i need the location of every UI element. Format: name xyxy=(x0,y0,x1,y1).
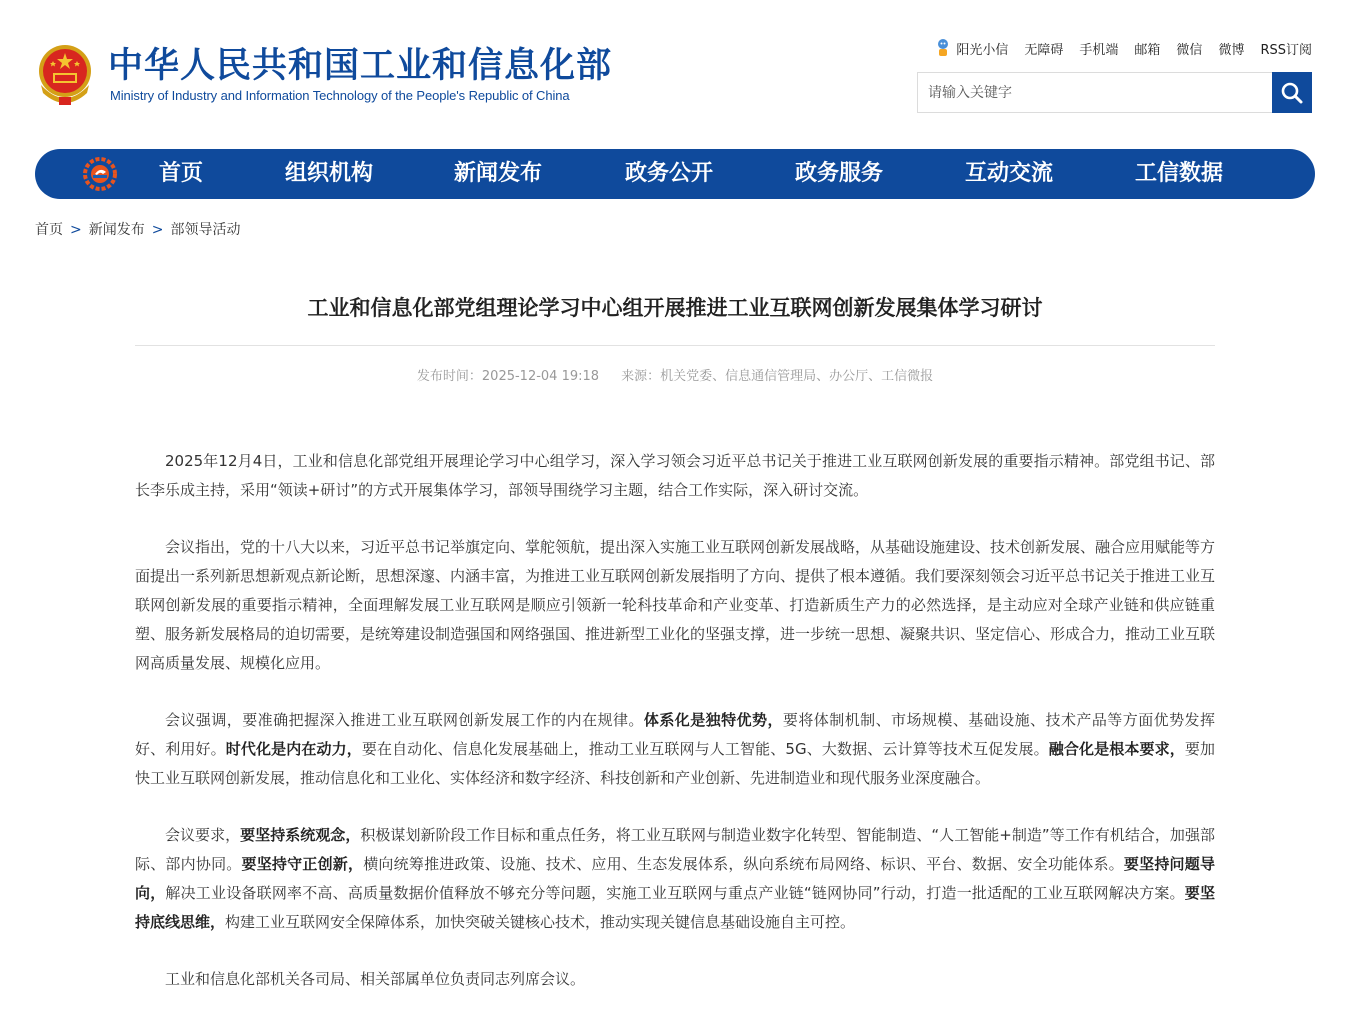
nav-item-news[interactable]: 新闻发布 xyxy=(454,161,543,186)
miit-logo-icon[interactable] xyxy=(83,157,117,191)
article-title: 工业和信息化部党组理论学习中心组开展推进工业互联网创新发展集体学习研讨 xyxy=(307,296,1043,320)
nav-item-government-affairs[interactable]: 政务公开 xyxy=(625,161,714,186)
nav-item-organization[interactable]: 组织机构 xyxy=(285,161,374,186)
toplink-weibo[interactable]: 微博 xyxy=(1218,42,1245,58)
toplink-wechat[interactable]: 微信 xyxy=(1176,42,1203,58)
breadcrumb-leader-activities[interactable]: 部领导活动 xyxy=(170,222,241,238)
nav-item-home[interactable]: 首页 xyxy=(159,161,204,186)
article-body xyxy=(135,447,1215,1022)
nav-item-interaction[interactable]: 互动交流 xyxy=(965,161,1054,186)
publish-time: 发布时间：2025-12-04 19:18 xyxy=(416,369,600,384)
site-subtitle: Ministry of Industry and Information Technology of the People's Republic of China xyxy=(110,88,570,103)
paragraph-text: 解决工业设备联网率不高、高质量数据价值释放不够充分等问题，实施工业互联网与重点产业链“链网协同”行动，打造一批适配的工业互联网解决方案。 xyxy=(165,884,1185,902)
search-button[interactable] xyxy=(1272,72,1312,113)
breadcrumb-separator: > xyxy=(70,222,82,238)
paragraph: 2025年12月4日，工业和信息化部党组开展理论学习中心组学习，深入学习领会习近平总书记关于推进工业互联网创新发展的重要指示精神。部党组书记、部长李乐成主持，采用“领读+研讨”的方式开展集体学习，部领导围绕学习主题，结合工作实际，深入研讨交流。 xyxy=(135,452,1215,499)
breadcrumb xyxy=(35,219,240,239)
toplink-mobile[interactable]: 手机端 xyxy=(1079,42,1119,58)
paragraph: 会议指出，党的十八大以来，习近平总书记举旗定向、掌舵领航，提出深入实施工业互联网创新发展战略，从基础设施建设、技术创新发展、融合应用赋能等方面提出一系列新思想新观点新论断，思想深邃、内涵丰富，为推进工业互联网创新发展指明了方向、提供了根本遵循。我们要深刻领会习近平总书记关于推进工业互联网创新发展的重要指示精神，全面理解发展工业互联网是顺应引领新一轮科技革命和产业变革、打造新质生产力的必然选择，是主动应对全球产业链和供应链重塑、服务新发展格局的迫切需要，是统筹建设制造强国和网络强国、推进新型工业化的坚强支撑，进一步统一思想、凝聚共识、坚定信心、形成合力，推动工业互联网高质量发展、规模化应用。 xyxy=(135,538,1216,672)
search-icon xyxy=(1280,81,1304,105)
paragraph-text: 会议强调，要准确把握深入推进工业互联网创新发展工作的内在规律。 xyxy=(165,711,644,729)
breadcrumb-home[interactable]: 首页 xyxy=(35,222,63,238)
title-divider xyxy=(135,345,1215,346)
main-nav xyxy=(35,149,1315,199)
national-emblem-icon[interactable] xyxy=(33,41,97,107)
article-meta xyxy=(135,365,1215,384)
paragraph-emphasis: 要坚持守正创新， xyxy=(241,855,364,873)
toplink-label: 阳光小信 xyxy=(956,42,1009,58)
site-header xyxy=(0,0,1354,140)
paragraph-emphasis: 要坚持系统观念， xyxy=(240,826,361,844)
search-box xyxy=(917,72,1312,113)
paragraph xyxy=(135,821,1215,937)
paragraph-text: 要将体制机制、市场规模、基础设施、技术产品等方面优势发挥好、利用好。 xyxy=(135,711,1215,758)
paragraph-emphasis: 要坚持问题导向， xyxy=(135,855,1215,902)
paragraph: 工业和信息化部机关各司局、相关部属单位负责同志列席会议。 xyxy=(165,970,586,988)
breadcrumb-news[interactable]: 新闻发布 xyxy=(88,222,145,238)
paragraph-text: 要加快工业互联网创新发展，推动信息化和工业化、实体经济和数字经济、科技创新和产业创新、先进制造业和现代服务业深度融合。 xyxy=(135,740,1215,787)
robot-mascot-icon xyxy=(936,38,950,58)
paragraph-emphasis: 融合化是根本要求， xyxy=(1048,740,1185,758)
search-input[interactable] xyxy=(918,73,1272,112)
nav-item-data[interactable]: 工信数据 xyxy=(1135,161,1224,186)
paragraph-text: 构建工业互联网安全保障体系，加快突破关键核心技术，推动实现关键信息基础设施自主可控。 xyxy=(225,913,856,931)
nav-item-government-services[interactable]: 政务服务 xyxy=(795,161,884,186)
site-title[interactable]: 中华人民共和国工业和信息化部 xyxy=(108,46,613,86)
toplink-accessibility[interactable]: 无障碍 xyxy=(1024,42,1064,58)
toplink-mail[interactable]: 邮箱 xyxy=(1134,42,1161,58)
paragraph-text: 要在自动化、信息化发展基础上，推动工业互联网与人工智能、5G、大数据、云计算等技术互促发展。 xyxy=(361,740,1049,758)
paragraph-text: 积极谋划新阶段工作目标和重点任务，将工业互联网与制造业数字化转型、智能制造、“人工智能+制造”等工作有机结合，加强部际、部内协同。 xyxy=(135,826,1215,873)
toplink-rss[interactable]: RSS订阅 xyxy=(1260,42,1312,58)
paragraph xyxy=(135,706,1215,793)
article-source: 来源：机关党委、信息通信管理局、办公厅、工信微报 xyxy=(621,369,934,384)
paragraph-emphasis: 体系化是独特优势， xyxy=(643,711,783,729)
toplink-sunshine[interactable] xyxy=(936,38,1008,58)
paragraph-text: 会议要求， xyxy=(165,826,241,844)
paragraph-emphasis: 时代化是内在动力， xyxy=(225,740,362,758)
top-links xyxy=(920,38,1312,58)
breadcrumb-separator: > xyxy=(151,222,164,238)
paragraph-emphasis: 要坚持底线思维， xyxy=(135,884,1215,931)
paragraph-text: 横向统筹推进政策、设施、技术、应用、生态发展体系，纵向系统布局网络、标识、平台、数据、安全功能体系。 xyxy=(363,855,1124,873)
